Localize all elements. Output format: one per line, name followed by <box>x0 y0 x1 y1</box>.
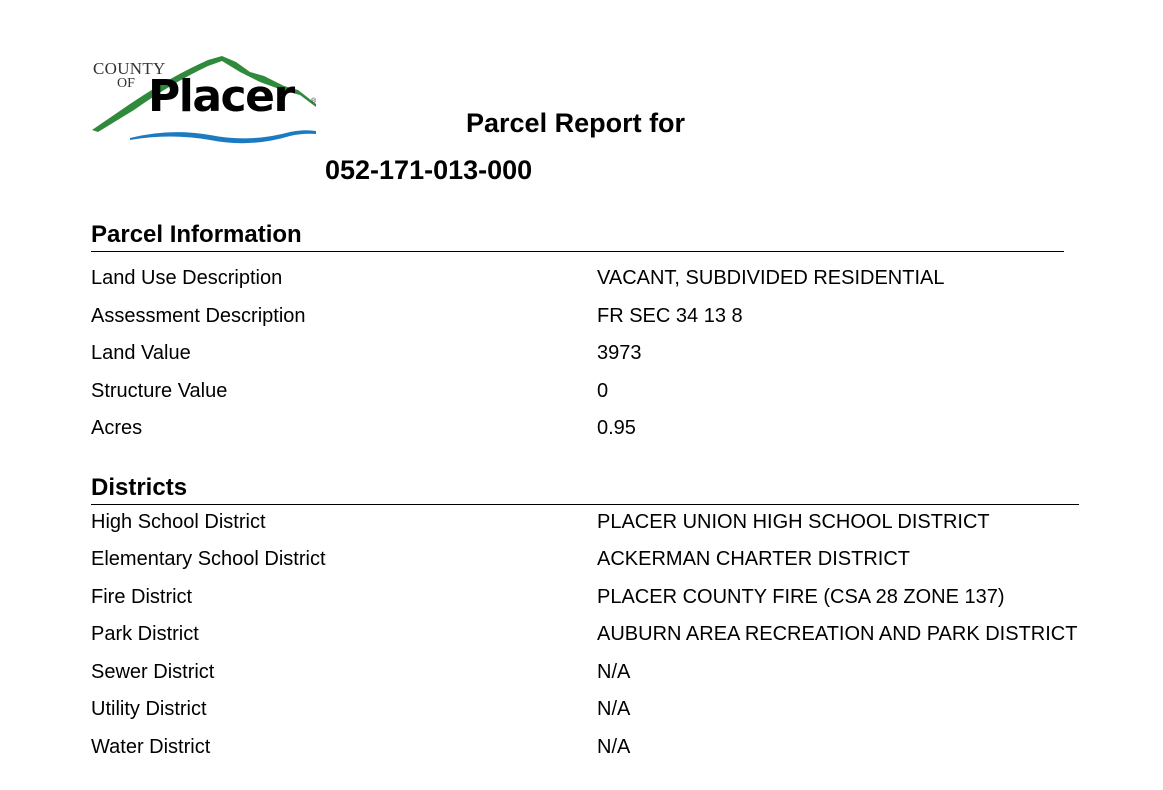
district-value: N/A <box>597 698 631 720</box>
logo-county-text: COUNTY <box>93 59 166 78</box>
district-label: Utility District <box>91 698 207 720</box>
report-title: Parcel Report for <box>466 108 686 138</box>
districts-heading: Districts <box>91 474 188 501</box>
district-value: PLACER COUNTY FIRE (CSA 28 ZONE 137) <box>597 586 1005 608</box>
district-label: High School District <box>91 511 266 533</box>
district-value: N/A <box>597 736 631 758</box>
district-label: Park District <box>91 623 199 645</box>
parcel-info-label: Acres <box>91 417 143 439</box>
district-value: AUBURN AREA RECREATION AND PARK DISTRICT <box>597 623 1078 645</box>
parcel-info-value: VACANT, SUBDIVIDED RESIDENTIAL <box>597 267 945 289</box>
county-logo <box>90 52 322 152</box>
logo-registered-mark: ® <box>311 98 317 105</box>
logo-placer-text: Placer <box>148 71 294 122</box>
parcel-info-value: 0.95 <box>597 417 636 439</box>
parcel-info-value: 3973 <box>597 342 642 364</box>
district-label: Sewer District <box>91 661 215 683</box>
parcel-info-label: Assessment Description <box>91 305 306 327</box>
district-label: Water District <box>91 736 211 758</box>
district-value: ACKERMAN CHARTER DISTRICT <box>597 548 910 570</box>
parcel-information-divider <box>91 251 1064 252</box>
logo-of-text: OF <box>117 76 135 91</box>
district-value: PLACER UNION HIGH SCHOOL DISTRICT <box>597 511 990 533</box>
districts-divider <box>91 504 1079 505</box>
district-value: N/A <box>597 661 631 683</box>
district-label: Elementary School District <box>91 548 326 570</box>
parcel-info-value: 0 <box>597 380 609 402</box>
parcel-info-label: Structure Value <box>91 380 228 402</box>
parcel-number: 052-171-013-000 <box>325 155 533 185</box>
parcel-info-value: FR SEC 34 13 8 <box>597 305 743 327</box>
parcel-information-heading: Parcel Information <box>91 221 302 248</box>
district-label: Fire District <box>91 586 193 608</box>
parcel-info-label: Land Value <box>91 342 191 364</box>
parcel-info-label: Land Use Description <box>91 267 283 289</box>
